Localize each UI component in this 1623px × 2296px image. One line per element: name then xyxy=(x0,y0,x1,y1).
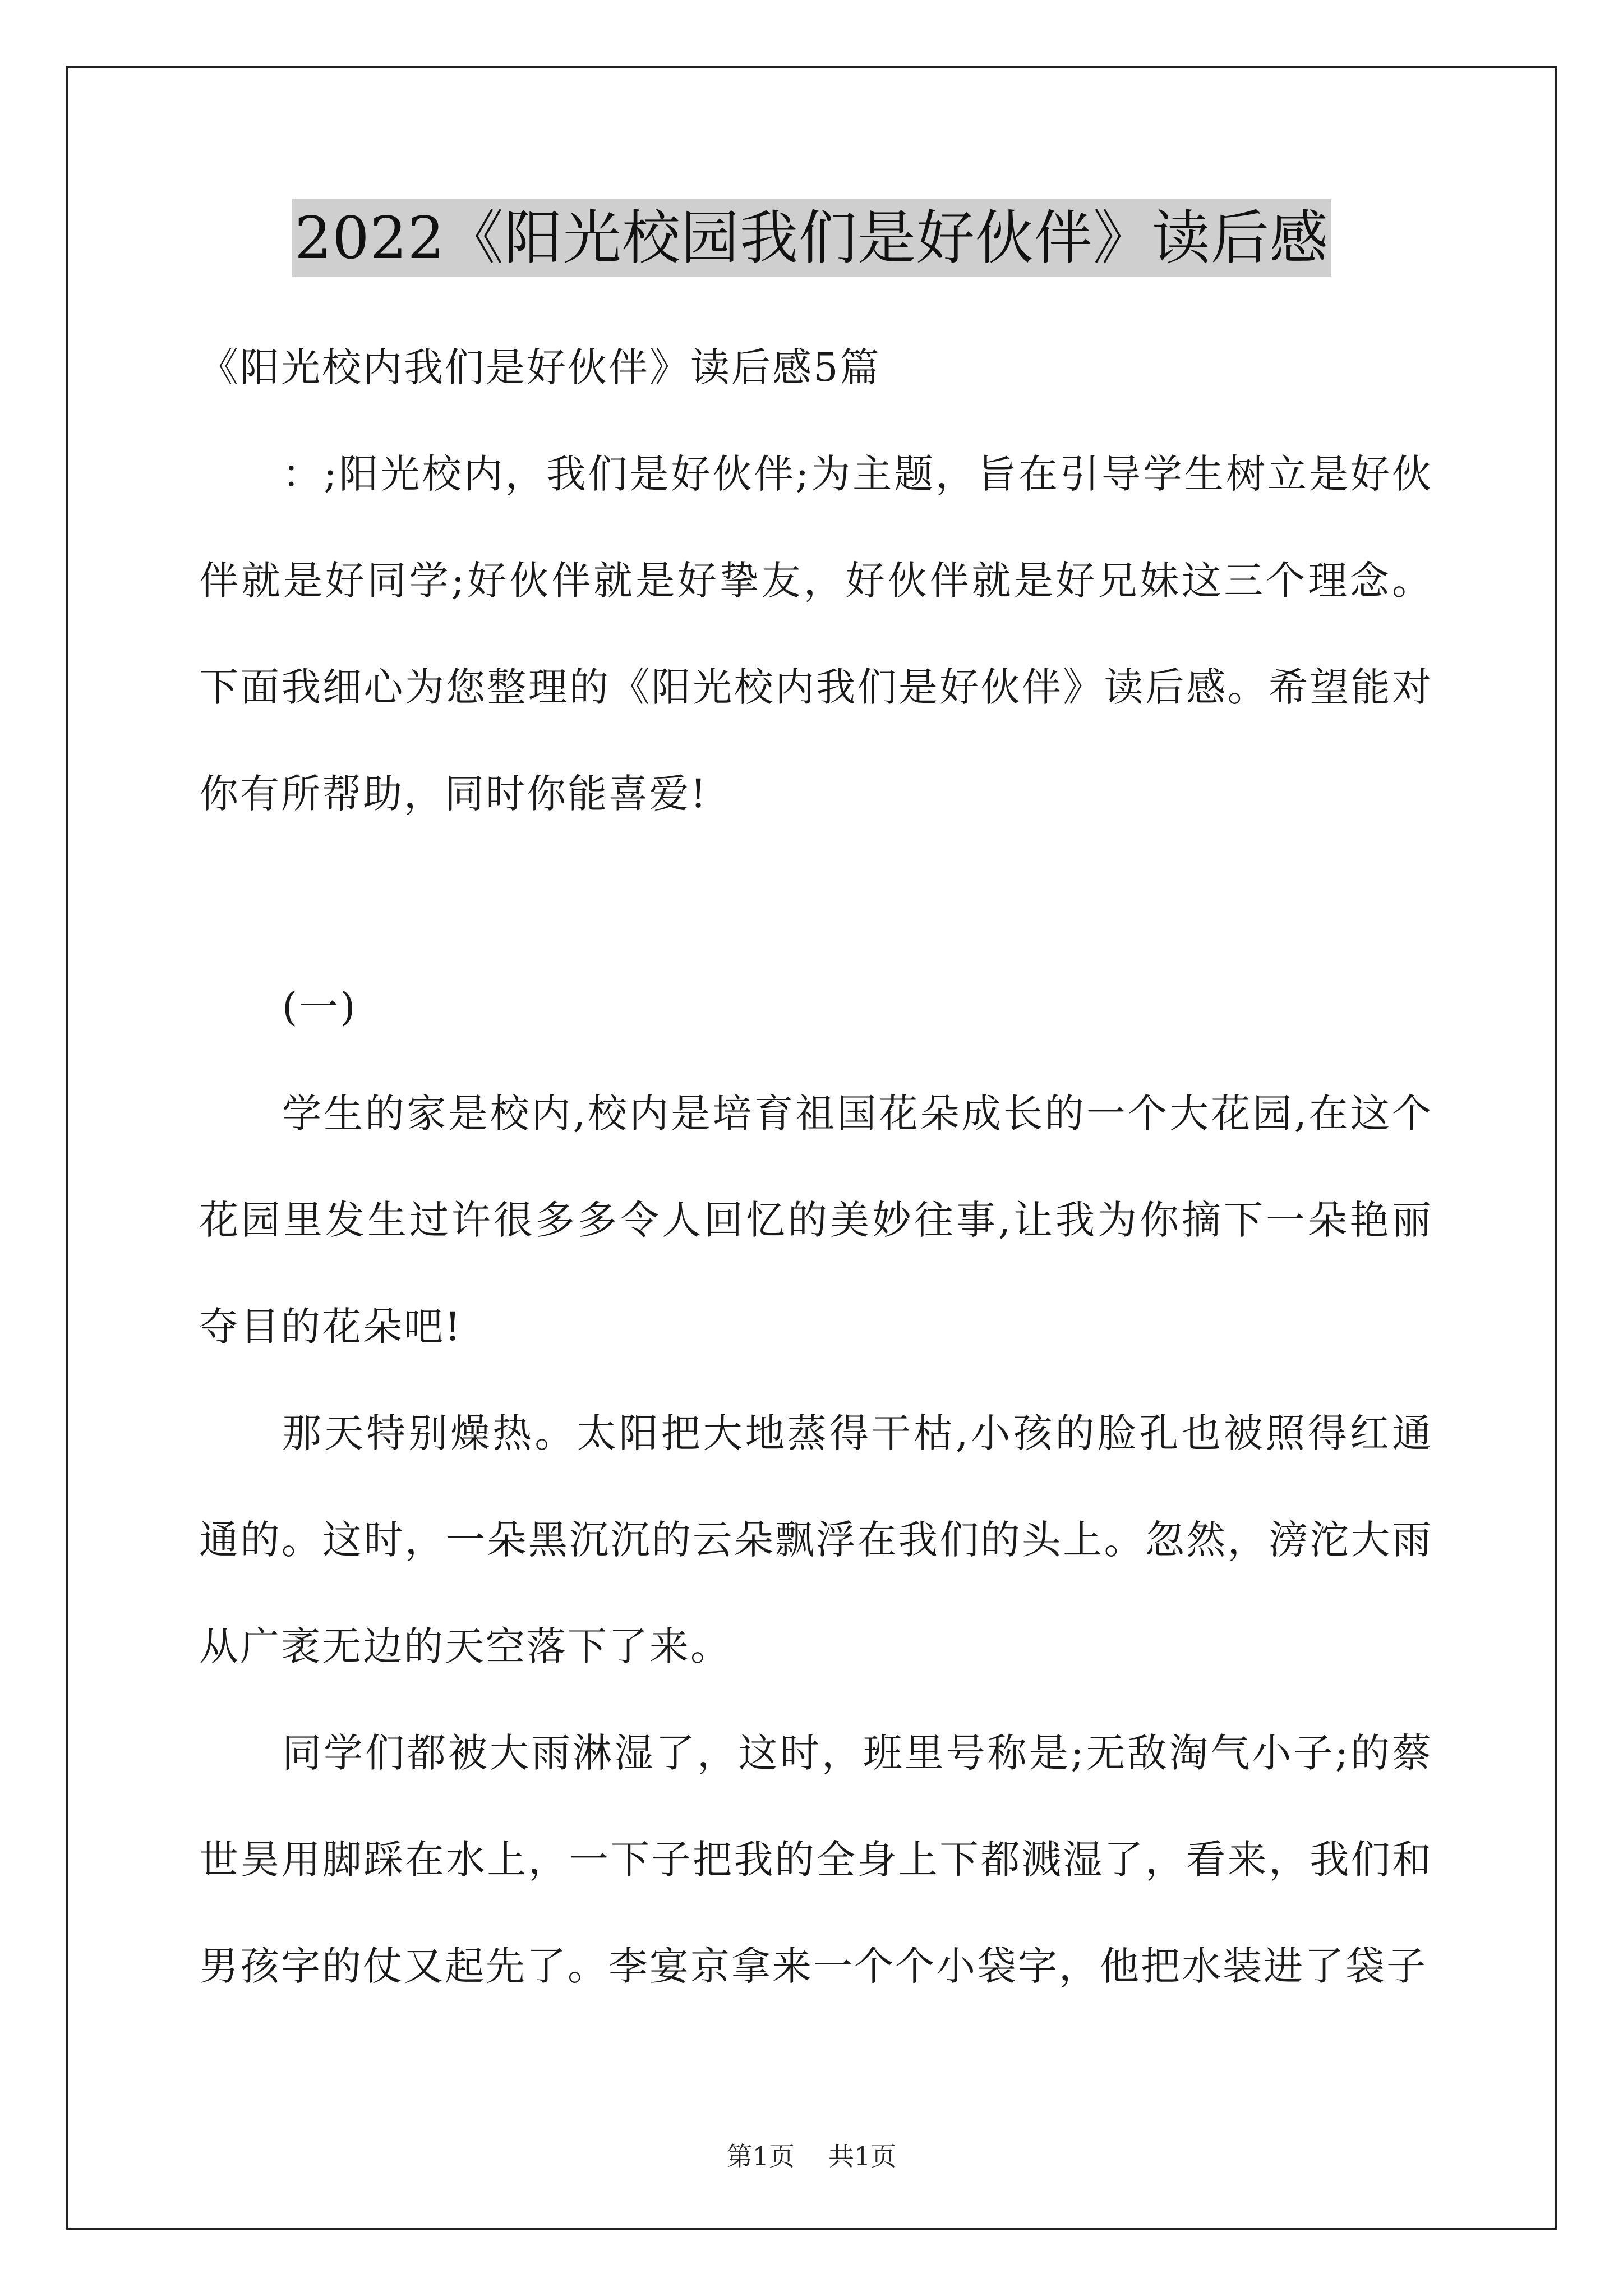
body-paragraph: 那天特别燥热。太阳把大地蒸得干枯,小孩的脸孔也被照得红通通的。这时，一朵黑沉沉的云朵飘浮在我们的头上。忽然，滂沱大雨从广袤无边的天空落下了来。 xyxy=(199,1410,1433,1669)
document-body xyxy=(199,314,1433,2019)
title-container xyxy=(0,199,1623,277)
intro-paragraph: ：;阳光校内，我们是好伙伴;为主题，旨在引导学生树立是好伙伴就是好同学;好伙伴就是好挚友，好伙伴就是好兄妹这三个理念。下面我细心为您整理的《阳光校内我们是好伙伴》读后感。希望能对你有所帮助，同时你能喜爱! xyxy=(199,451,1433,817)
section-spacer xyxy=(199,847,1433,954)
page-footer xyxy=(0,2136,1623,2173)
page-total: 共1页 xyxy=(828,2141,897,2171)
section-heading: (一) xyxy=(282,984,357,1030)
body-paragraph: 学生的家是校内,校内是培育祖国花朵成长的一个大花园,在这个花园里发生过许很多多令人回忆的美妙往事,让我为你摘下一朵艳丽夺目的花朵吧! xyxy=(199,1091,1433,1350)
document-subtitle: 《阳光校内我们是好伙伴》读后感5篇 xyxy=(199,344,881,390)
document-title: 2022《阳光校园我们是好伙伴》读后感 xyxy=(292,199,1331,277)
body-paragraph: 同学们都被大雨淋湿了，这时，班里号称是;无敌淘气小子;的蔡世昊用脚踩在水上，一下子把我的全身上下都溅湿了，看来，我们和男孩字的仗又起先了。李宴京拿来一个个小袋字，他把水装进了袋子 xyxy=(199,1730,1433,1989)
page-number: 第1页 xyxy=(726,2141,795,2171)
